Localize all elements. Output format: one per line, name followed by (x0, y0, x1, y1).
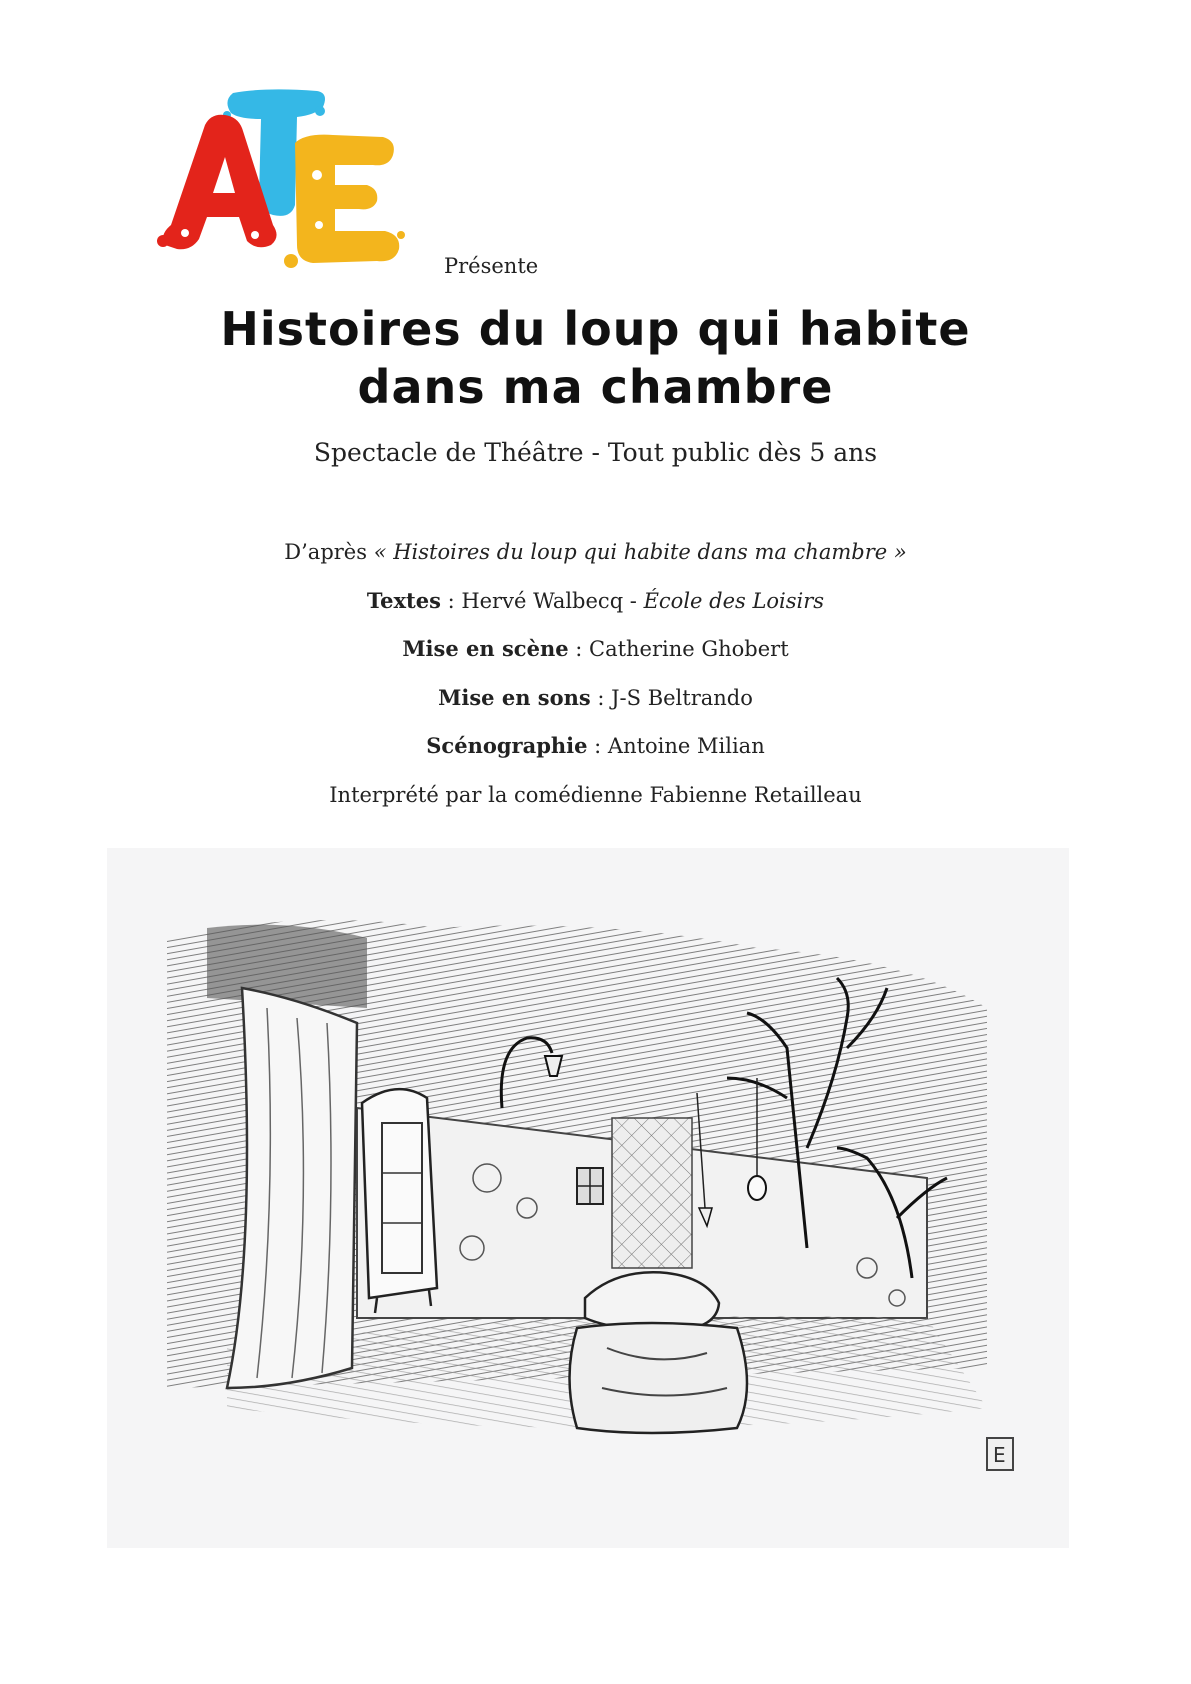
sketch-upper-dark (207, 925, 367, 1008)
credit-dapres-prefix: D’après (284, 540, 374, 564)
credit-mise-en-scene (0, 634, 1191, 683)
show-title-line-1: Histoires du loup qui habite (220, 302, 971, 356)
sketch-wardrobe (362, 1089, 437, 1313)
credit-mise-en-sons (0, 683, 1191, 732)
credit-dapres (0, 537, 1191, 586)
stage-set-sketch (107, 848, 1069, 1548)
credit-scenographie (0, 731, 1191, 780)
credit-scenographie-label: Scénographie (426, 733, 588, 758)
credit-scenographie-value: : Antoine Milian (587, 734, 765, 758)
show-title (0, 300, 1191, 416)
credit-mise-en-scene-label: Mise en scène (402, 636, 569, 661)
credit-interprete: Interprété par la comédienne Fabienne Retailleau (329, 782, 862, 807)
credit-mise-en-sons-value: : J-S Beltrando (590, 685, 753, 710)
credit-textes-publisher: École des Loisirs (643, 588, 825, 613)
svg-text:E: E (993, 1443, 1006, 1467)
credits-block (0, 537, 1191, 828)
presente-label: Présente (444, 254, 539, 278)
sketch-wall-lattice (612, 1118, 692, 1268)
ate-logo (145, 85, 435, 275)
sketch-window (577, 1168, 603, 1204)
logo-letter-a (157, 115, 277, 250)
credit-mise-en-sons-label: Mise en sons (438, 684, 591, 710)
credit-dapres-title: « Histoires du loup qui habite dans ma chambre » (373, 540, 907, 564)
credit-mise-en-scene-value: : Catherine Ghobert (568, 637, 789, 661)
credit-textes-label: Textes (366, 587, 441, 613)
show-subtitle: Spectacle de Théâtre - Tout public dès 5 ans (313, 438, 878, 467)
logo-letter-e (284, 135, 405, 268)
sketch-curtain (227, 988, 357, 1388)
show-title-line-2: dans ma chambre (357, 360, 834, 414)
sketch-signature (987, 1438, 1013, 1470)
credit-textes-value: : Hervé Walbecq - (440, 588, 644, 613)
credit-textes (0, 586, 1191, 635)
